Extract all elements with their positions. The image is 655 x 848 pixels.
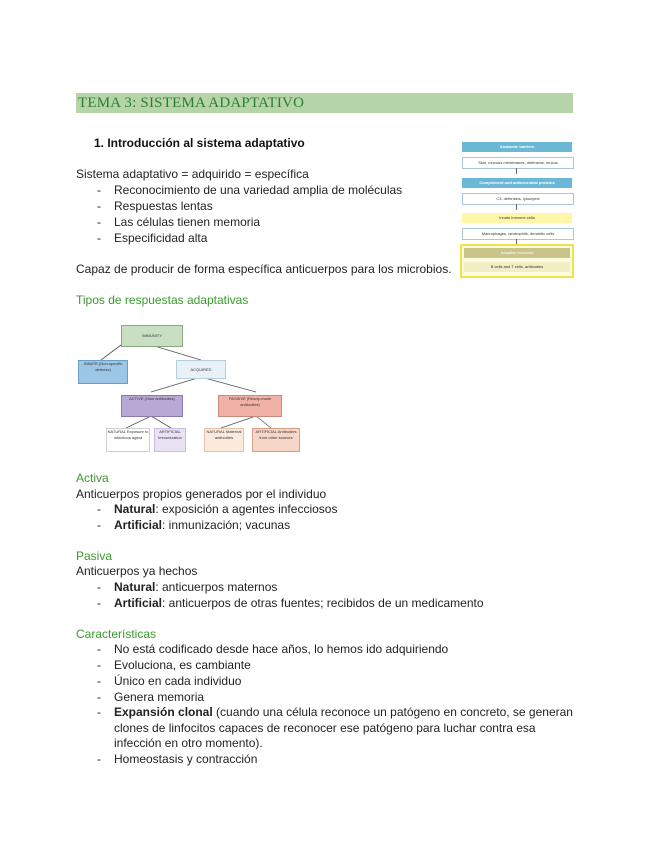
flow-box: B cells and T cells, antibodies xyxy=(464,262,570,272)
tree-node-acquired: ACQUIRED xyxy=(176,360,226,379)
section-heading: 1. Introducción al sistema adaptativo xyxy=(94,136,305,150)
intro-line: Sistema adaptativo = adquirido = específica xyxy=(76,167,309,181)
flow-box: Skin, mucous membranes, defensins, mucus xyxy=(462,157,574,169)
list-item: - Artificial: anticuerpos de otras fuentes; recibidos de un medicamento xyxy=(97,596,484,610)
tree-node-innate: INNATE (Non-specific defense) xyxy=(78,360,128,384)
flow-box: Innate immune cells xyxy=(462,213,572,223)
list-item: - Artificial: inmunización; vacunas xyxy=(97,518,291,532)
tipos-heading: Tipos de respuestas adaptativas xyxy=(76,293,249,307)
tree-node-active: ACTIVE (Own antibodies) xyxy=(121,395,183,417)
list-item: - Las células tienen memoria xyxy=(97,215,261,229)
immunity-tree-diagram xyxy=(76,320,306,455)
capaz-line: Capaz de producir de forma específica anticuerpos para los microbios. xyxy=(76,262,452,276)
list-item: - Respuestas lentas xyxy=(97,199,213,213)
flow-arrow xyxy=(516,204,517,210)
tree-node-root: IMMUNITY xyxy=(121,325,183,347)
tree-node-leaf: ARTIFICIAL Antibodies from other sources xyxy=(252,428,300,452)
flow-diagram xyxy=(460,140,575,280)
list-item: - Único en cada individuo xyxy=(97,674,242,688)
caracteristicas-list xyxy=(0,642,655,768)
list-item: - Natural: exposición a agentes infecciosos xyxy=(97,502,338,516)
pasiva-heading: Pasiva xyxy=(76,549,113,563)
flow-box: Macrophages, neutrophils, dendritic cells xyxy=(462,228,574,240)
list-item: - Natural: anticuerpos maternos xyxy=(97,580,278,594)
list-item: - Expansión clonal (cuando una célula reconoce un patógeno en concreto, se generan clones de linfocitos capaces de reconocer ese patógeno para luchar contra esa infección en otro momento). xyxy=(97,705,573,750)
tree-node-passive: PASSIVE (Ready-made antibodies) xyxy=(218,395,282,417)
activa-line: Anticuerpos propios generados por el individuo xyxy=(76,487,327,501)
flow-box: Adaptive immunity xyxy=(464,248,570,258)
activa-list xyxy=(0,502,655,534)
tree-node-leaf: NATURAL Exposure to infectious agent xyxy=(106,428,150,452)
flow-box: C3, defensins, lysozyme xyxy=(462,193,574,205)
list-item: - Homeostasis y contracción xyxy=(97,752,258,766)
caracteristicas-heading: Características xyxy=(76,627,157,641)
flow-arrow xyxy=(516,168,517,174)
tree-node-leaf: ARTIFICIAL Immunization xyxy=(154,428,186,452)
list-item: - Genera memoria xyxy=(97,690,205,704)
list-item: - Especificidad alta xyxy=(97,231,208,245)
list-item: - No está codificado desde hace años, lo hemos ido adquiriendo xyxy=(97,642,449,656)
flow-box: Complement and antimicrobial proteins xyxy=(462,178,572,188)
pasiva-list xyxy=(0,580,655,612)
list-item: - Evoluciona, es cambiante xyxy=(97,658,251,672)
page-title: TEMA 3: SISTEMA ADAPTATIVO xyxy=(78,95,305,111)
flow-box: Anatomic barriers xyxy=(462,142,572,152)
activa-heading: Activa xyxy=(76,471,109,485)
list-item: - Reconocimiento de una variedad amplia de moléculas xyxy=(97,183,403,197)
tree-node-leaf: NATURAL Maternal antibodies xyxy=(204,428,244,452)
pasiva-line: Anticuerpos ya hechos xyxy=(76,564,198,578)
